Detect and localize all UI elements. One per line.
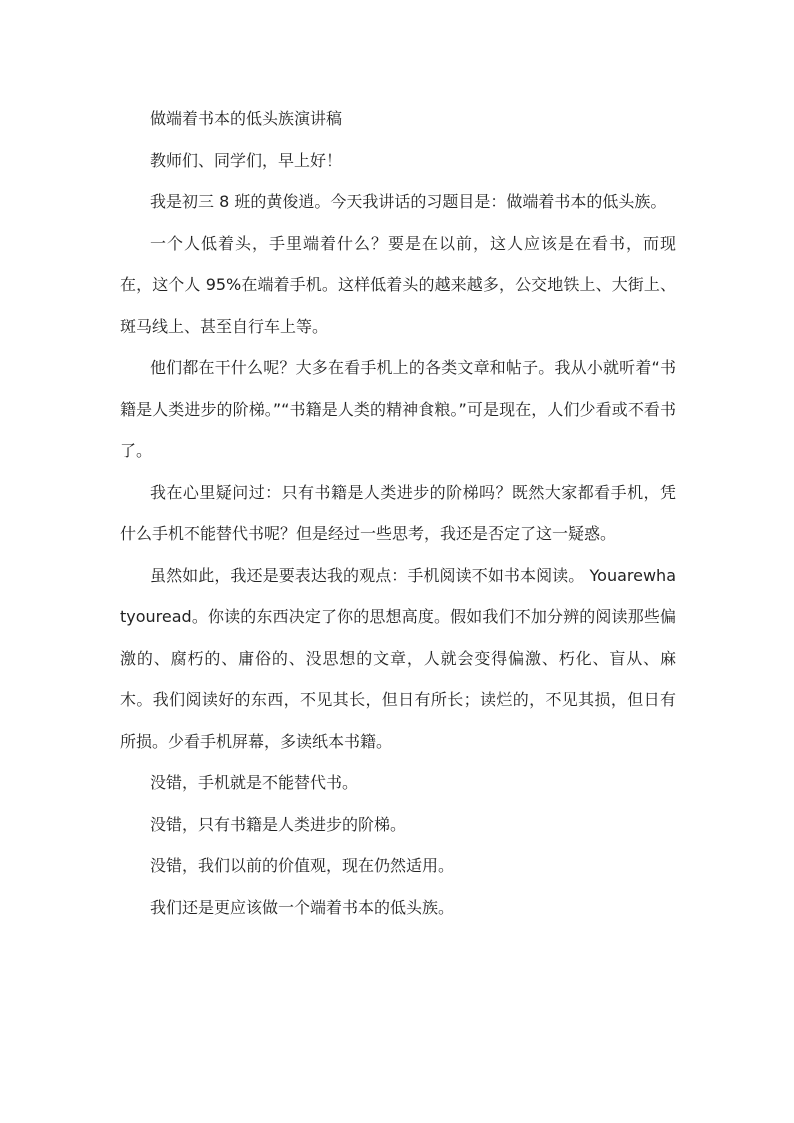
paragraph-conclusion-2: 没错，只有书籍是人类进步的阶梯。 bbox=[150, 814, 407, 834]
paragraph-closing: 我们还是更应该做一个端着书本的低头族。 bbox=[150, 897, 455, 917]
document-title: 做端着书本的低头族演讲稿 bbox=[150, 109, 343, 128]
paragraph-conclusion-1: 没错，手机就是不能替代书。 bbox=[150, 773, 359, 792]
paragraph-doubt: 我在心里疑问过：只有书籍是人类进步的阶梯吗？既然大家都看手机，凭什么手机不能替代书呢？但是经过一些思考，我还是否定了这一疑惑。 bbox=[120, 482, 676, 543]
paragraph-conclusion-3: 没错，我们以前的价值观，现在仍然适用。 bbox=[150, 856, 455, 875]
paragraph-phone-observation: 一个人低着头，手里端着什么？要是在以前，这人应该是在看书，而现在，这个人 95%在端着手机。这样低着头的越来越多，公交地铁上、大街上、斑马线上、甚至自行车上等。 bbox=[120, 233, 676, 336]
paragraph-greeting: 教师们、同学们，早上好！ bbox=[150, 150, 343, 170]
paragraph-reading-habits: 他们都在干什么呢？大多在看手机上的各类文章和帖子。我从小就听着“书籍是人类进步的阶梯。”“书籍是人类的精神食粮。”可是现在，人们少看或不看书了。 bbox=[120, 358, 676, 460]
document-body bbox=[120, 98, 676, 928]
paragraph-viewpoint: 虽然如此，我还是要表达我的观点：手机阅读不如书本阅读。 Youarewhatyouread。你读的东西决定了你的思想高度。假如我们不加分辨的阅读那些偏激的、腐朽的、庸俗的、没思想的文章，人就会变得偏激、朽化、盲从、麻木。我们阅读好的东西，不见其长，但日有所长；读烂的，不见其损，但日有所损。少看手机屏幕，多读纸本书籍。 bbox=[120, 565, 676, 751]
paragraph-introduction: 我是初三 8 班的黄俊逍。今天我讲话的习题目是：做端着书本的低头族。 bbox=[150, 192, 667, 211]
